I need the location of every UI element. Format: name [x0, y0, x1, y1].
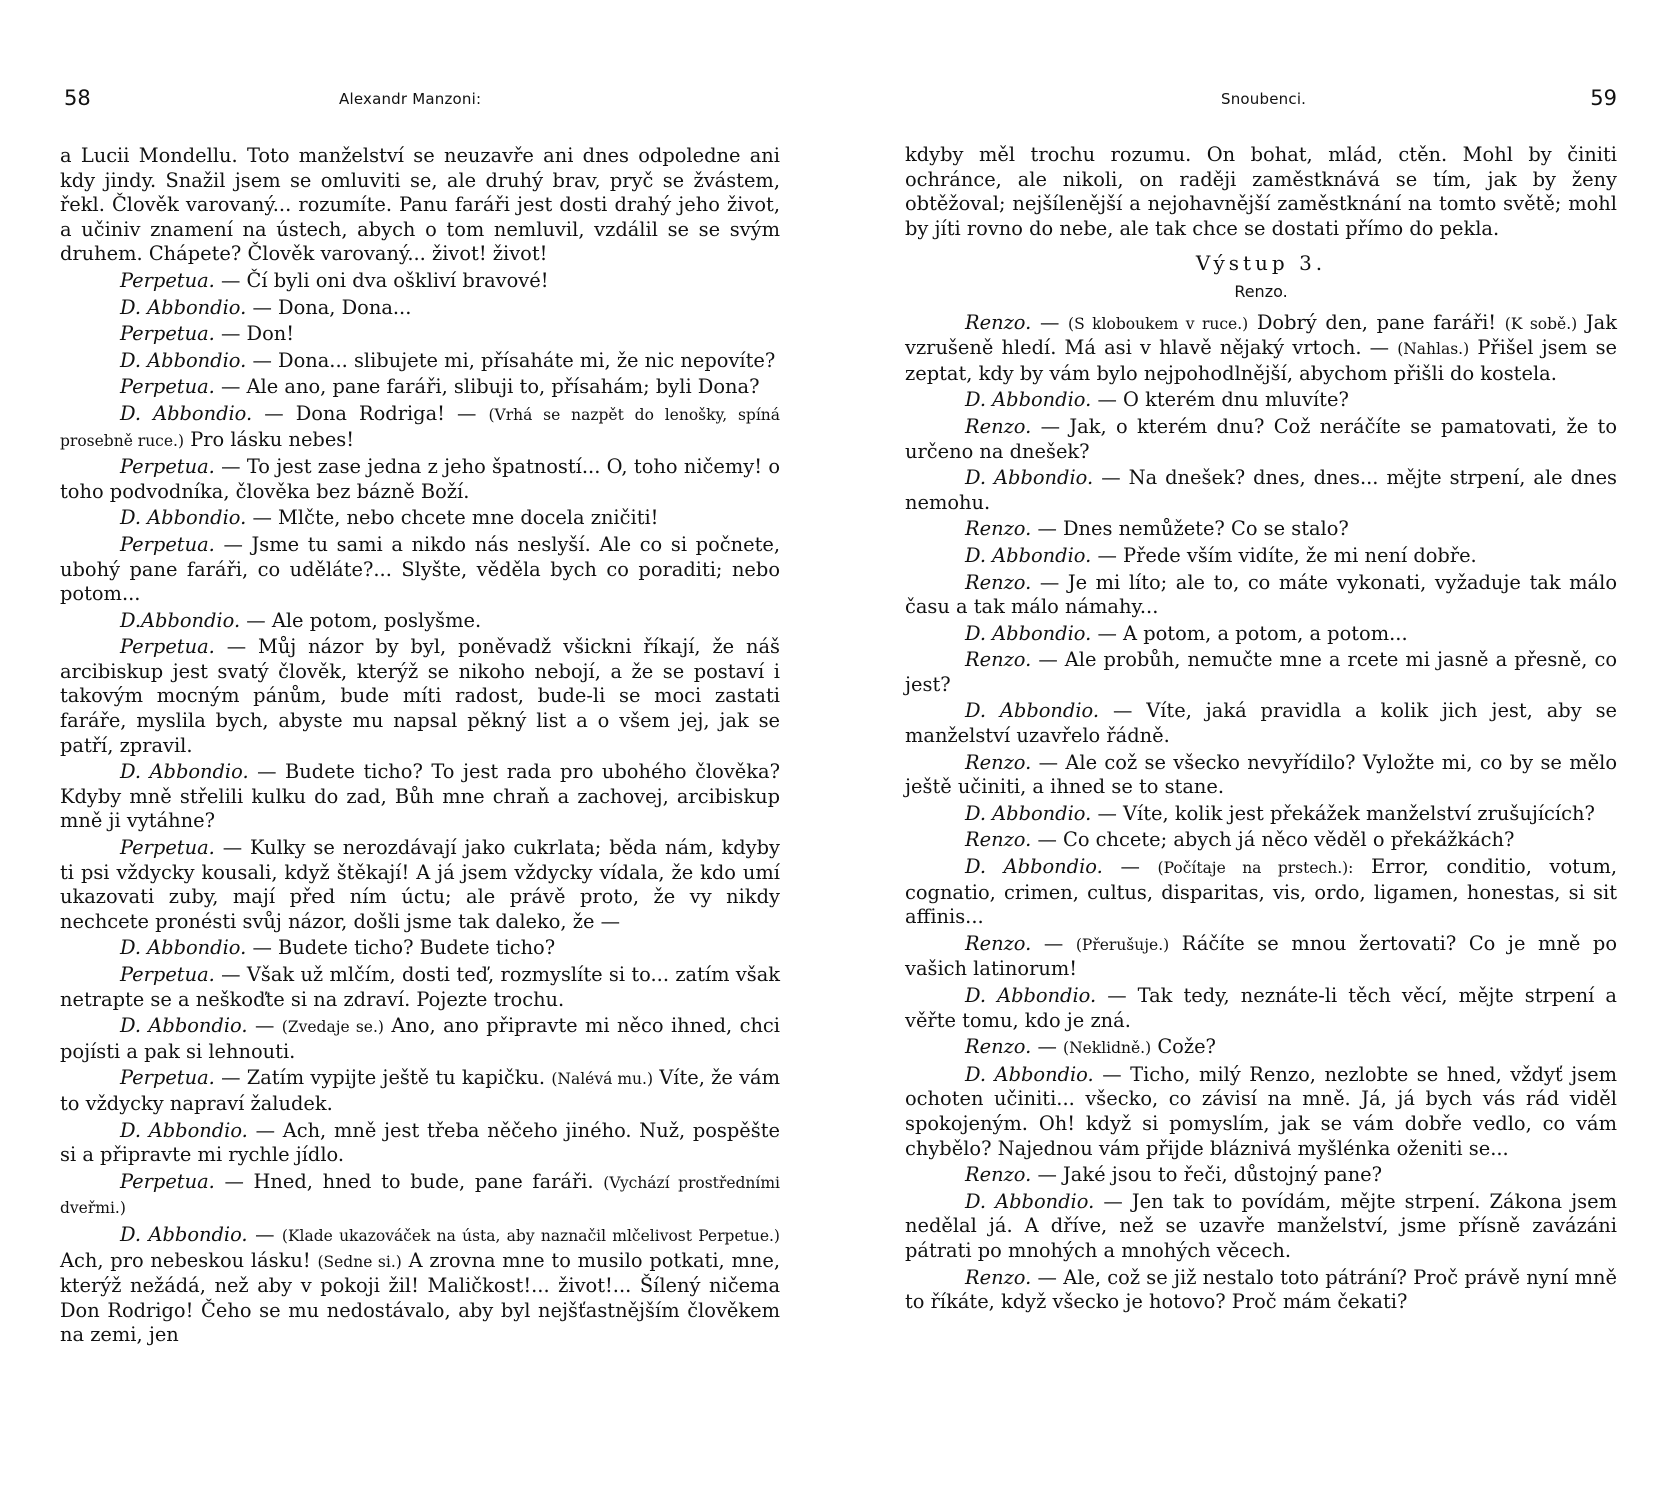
- scene-title: Výstup 3.: [1195, 251, 1327, 276]
- dialogue-text: — Ale probůh, nemučte mne a rcete mi jasně a přesně, co jest?: [905, 648, 1618, 696]
- speaker-name: Renzo.: [965, 310, 1032, 334]
- left-page: [60, 0, 780, 1500]
- speaker-name: D. Abbondio.: [120, 1222, 248, 1246]
- page-number: 59: [1590, 86, 1617, 110]
- dialogue-text: — Hned, hned to bude, pane faráři.: [224, 1169, 594, 1193]
- speaker-name: D. Abbondio.: [965, 466, 1094, 490]
- dialogue-text: —: [1043, 931, 1064, 955]
- dialogue-text: Dobrý den, pane faráři!: [1256, 310, 1497, 334]
- left-page-header: [60, 86, 780, 116]
- dialogue-text: — Budete ticho? To jest rada pro ubohého člověka? Kdyby mně střelili kulku do zad, Bůh mne chraň a zachovej, arcibiskup mně ji vytáhne?: [60, 760, 780, 833]
- stage-direction: (Přerušuje.): [1075, 935, 1170, 954]
- dialogue-text: a Lucii Mondellu. Toto manželství se neuzavře ani dnes odpoledne ani kdy jindy. Snažil jsem se omluviti se, ale druhý brav, pryč se žvástem, řekl. Člověk varovaný... rozumíte. Panu faráři jest dosti drahý jeho život, a učiniv znamení na ústech, abych o tom nemluvil, vzdálil se se svým druhem. Chápete? Člověk varovaný... život! život!: [60, 144, 780, 266]
- dialogue-text: Ráčíte se mnou žertovati? Co je mně po vašich latinorum!: [905, 931, 1618, 981]
- speaker-name: D. Abbondio.: [120, 1014, 248, 1038]
- speaker-name: D. Abbondio.: [120, 506, 247, 530]
- stage-direction: (Nalévá mu.): [551, 1070, 654, 1089]
- dialogue-text: — Ale, což se již nestalo toto pátrání? Proč právě nyní mně to říkáte, když všecko je hotovo? Proč mám čekati?: [905, 1265, 1617, 1314]
- dialogue-text: — To jest zase jedna z jeho špatností... O, toho ničemy! o toho podvodníka, člověka bez bázně Boží.: [60, 455, 780, 503]
- dialogue-paragraph: [60, 936, 780, 961]
- dialogue-paragraph: [905, 311, 1617, 387]
- dialogue-text: — Dnes nemůžete? Co se stalo?: [1037, 517, 1349, 541]
- dialogue-text: — Ale potom, poslyšme.: [246, 608, 482, 632]
- running-head: Alexandr Manzoni:: [339, 90, 482, 108]
- speaker-name: Renzo.: [965, 750, 1032, 774]
- speaker-name: D. Abbondio.: [965, 984, 1097, 1007]
- dialogue-text: — Jsme tu sami a nikdo nás neslyší. Ale co si počnete, ubohý pane faráři, co uděláte?... Slyšte, věděla bych co poraditi; nebo potom...: [60, 532, 780, 606]
- dialogue-text: — Co chcete; abych já něco věděl o překážkách?: [1037, 828, 1515, 852]
- dialogue-text: — Jaké jsou to řeči, důstojný pane?: [1037, 1163, 1383, 1187]
- speaker-name: D. Abbondio.: [965, 855, 1103, 879]
- dialogue-paragraph: [60, 349, 780, 374]
- dialogue-paragraph: [905, 648, 1617, 697]
- speaker-name: D. Abbondio.: [120, 1118, 248, 1142]
- dialogue-text: — Don!: [221, 322, 295, 346]
- dialogue-text: — Jen tak to povídám, mějte strpení. Zákona jsem nedělal já. A dříve, než se uzavře manželství, jsme přísně zavázáni pátrati po mnohých a mnohých věcech.: [905, 1189, 1617, 1262]
- running-head: Snoubenci.: [1221, 90, 1307, 108]
- dialogue-paragraph: [60, 635, 780, 758]
- dialogue-paragraph: [905, 828, 1617, 853]
- dialogue-text: — O kterém dnu mluvíte?: [1097, 388, 1349, 412]
- dialogue-paragraph: [905, 699, 1617, 748]
- dialogue-paragraph: [60, 836, 780, 934]
- dialogue-text: — Víte, jaká pravidla a kolik jich jest, aby se manželství uzavřelo řádně.: [905, 699, 1617, 748]
- dialogue-text: — Můj názor by byl, poněvadž všickni říkají, že náš arcibiskup jest svatý člověk, kterýž se nikoho nebojí, a že se postaví i takovým mocným pánům, bude míti radost, bude-li se moci zastati faráře, myslila bych, abyste mu napsal pěkný list a o všem jej, jak se patří, zpravil.: [60, 635, 780, 757]
- dialogue-paragraph: [60, 609, 780, 634]
- dialogue-paragraph: [60, 144, 780, 267]
- speaker-name: D. Abbondio.: [120, 760, 249, 784]
- speaker-name: Perpetua.: [120, 963, 215, 986]
- dialogue-paragraph: [905, 388, 1617, 413]
- dialogue-paragraph: [60, 760, 780, 834]
- speaker-name: Perpetua.: [120, 1169, 215, 1193]
- stage-direction: (K sobě.): [1504, 314, 1578, 333]
- dialogue-text: Víte, že vám to vždycky napraví žaludek.: [60, 1066, 780, 1115]
- dialogue-text: A zrovna mne to musilo potkati, mne, kterýž nežádá, než aby v pokoji žil! Maličkost!... život!... Šílený ničema Don Rodrigo! Čeho se mu nedostávalo, aby byl nejšťastnějším člověkem na zemi, jen: [60, 1248, 780, 1347]
- dialogue-paragraph: [905, 1190, 1617, 1264]
- left-page-text: [60, 144, 780, 1348]
- speaker-name: D. Abbondio.: [965, 621, 1092, 645]
- speaker-name: Renzo.: [965, 1035, 1032, 1059]
- dialogue-paragraph: [60, 269, 780, 294]
- dialogue-text: Přišel jsem se zeptat, kdy by vám bylo nejpohodlnější, abychom přišli do kostela.: [905, 336, 1618, 385]
- dialogue-text: Jak vzrušeně hledí. Má asi v hlavě nějaký vrtoch. —: [905, 310, 1617, 360]
- dialogue-text: — Tak tedy, neznáte-li těch věcí, mějte strpení a věřte tomu, kdo je zná.: [905, 984, 1617, 1032]
- speaker-name: Renzo.: [965, 570, 1032, 594]
- speaker-name: D. Abbondio.: [965, 699, 1100, 723]
- stage-direction: (Nahlas.): [1397, 340, 1470, 359]
- dialogue-text: kdyby měl trochu rozumu. On bohat, mlád, ctěn. Mohl by činiti ochránce, ale nikoli, on raději zaměstknává se tím, jak by ženy obtěžoval; nejšílenější a nejohavnější zaměstknání na tomto světě; mohl by jíti rovno do nebe, ale tak chce se dostati přímo do pekla.: [905, 143, 1617, 240]
- page-number: 58: [64, 86, 91, 110]
- dialogue-paragraph: [905, 855, 1617, 930]
- right-page-header: [905, 86, 1617, 116]
- speaker-name: D.Abbondio.: [120, 608, 241, 632]
- dialogue-paragraph: [905, 1035, 1617, 1061]
- dialogue-paragraph: [905, 517, 1617, 542]
- dialogue-paragraph: [905, 932, 1617, 982]
- dialogue-text: — A potom, a potom, a potom...: [1097, 621, 1408, 645]
- stage-direction: (Klade ukazováček na ústa, aby naznačil mlčelivost Perpetue.): [281, 1226, 780, 1245]
- right-page-text: [905, 143, 1617, 1315]
- dialogue-text: Cože?: [1157, 1035, 1216, 1059]
- dialogue-paragraph: [905, 1063, 1617, 1161]
- dialogue-paragraph: [905, 466, 1617, 515]
- dialogue-text: Ach, pro nebeskou lásku!: [60, 1248, 311, 1272]
- dialogue-text: — Ale což se všecko nevyřídilo? Vyložte mi, co by se mělo ještě učiniti, a ihned se to stane.: [905, 750, 1617, 799]
- dialogue-paragraph: [905, 143, 1617, 241]
- dialogue-paragraph: [905, 751, 1617, 800]
- dialogue-paragraph: [60, 1119, 780, 1168]
- speaker-name: Perpetua.: [120, 1066, 215, 1090]
- dialogue-paragraph: [905, 984, 1617, 1033]
- scene-cast: Renzo.: [1234, 281, 1288, 301]
- dialogue-text: — Dona... slibujete mi, přísaháte mi, že nic nepovíte?: [252, 348, 776, 372]
- dialogue-paragraph: [60, 1014, 780, 1064]
- stage-direction: (Sedne si.): [317, 1252, 402, 1271]
- speaker-name: Perpetua.: [120, 635, 215, 659]
- speaker-name: Renzo.: [965, 931, 1032, 955]
- dialogue-text: — Mlčte, nebo chcete mne docela zničiti!: [252, 506, 659, 530]
- dialogue-paragraph: [60, 506, 780, 531]
- dialogue-paragraph: [905, 544, 1617, 569]
- speaker-name: D. Abbondio.: [965, 388, 1092, 412]
- speaker-name: Perpetua.: [120, 268, 215, 292]
- stage-direction: (Počítaje na prstech.):: [1157, 859, 1354, 878]
- dialogue-text: — Na dnešek? dnes, dnes... mějte strpení, ale dnes nemohu.: [905, 466, 1617, 514]
- speaker-name: D. Abbondio.: [120, 295, 247, 319]
- stage-direction: (Zvedaje se.): [281, 1018, 384, 1037]
- dialogue-text: — Dona Rodriga! —: [264, 401, 477, 425]
- dialogue-text: — Ach, mně jest třeba něčeho jiného. Nuž, pospěšte si a připravte mi rychle jídlo.: [60, 1118, 780, 1167]
- dialogue-paragraph: [60, 322, 780, 347]
- dialogue-paragraph: [905, 1163, 1617, 1188]
- speaker-name: Renzo.: [965, 648, 1032, 672]
- dialogue-text: — Budete ticho? Budete ticho?: [252, 936, 556, 960]
- stage-direction: (Vrhá se nazpět do lenošky, spíná prosebně ruce.): [60, 405, 781, 450]
- dialogue-paragraph: [905, 802, 1617, 827]
- dialogue-paragraph: [60, 296, 780, 321]
- speaker-name: Perpetua.: [120, 375, 215, 399]
- dialogue-text: — Je mi líto; ale to, co máte vykonati, vyžaduje tak málo času a tak málo námahy...: [905, 570, 1617, 619]
- dialogue-paragraph: [905, 571, 1617, 620]
- dialogue-paragraph: [60, 375, 780, 400]
- stage-direction: (S kloboukem v ruce.): [1068, 314, 1249, 333]
- speaker-name: Perpetua.: [120, 532, 215, 556]
- dialogue-text: — Čí byli oni dva oškliví bravové!: [221, 268, 549, 292]
- dialogue-paragraph: [60, 1223, 780, 1348]
- speaker-name: D. Abbondio.: [120, 936, 247, 960]
- speaker-name: Renzo.: [965, 414, 1032, 438]
- stage-direction: (Vychází prostředními dveřmi.): [60, 1173, 781, 1218]
- dialogue-text: — Zatím vypijte ještě tu kapičku.: [221, 1066, 546, 1090]
- dialogue-text: — Přede vším vidíte, že mi není dobře.: [1097, 543, 1477, 567]
- speaker-name: Renzo.: [965, 1265, 1032, 1289]
- dialogue-paragraph: [60, 963, 780, 1012]
- dialogue-text: —: [1039, 310, 1060, 334]
- speaker-name: D. Abbondio.: [120, 348, 247, 372]
- speaker-name: D. Abbondio.: [965, 801, 1092, 825]
- dialogue-text: —: [254, 1014, 275, 1038]
- dialogue-text: —: [1037, 1035, 1057, 1059]
- right-page: [905, 0, 1617, 1500]
- speaker-name: D. Abbondio.: [965, 1189, 1095, 1213]
- dialogue-text: — Dona, Dona...: [252, 295, 412, 319]
- dialogue-text: Pro lásku nebes!: [190, 427, 355, 451]
- dialogue-paragraph: [60, 533, 780, 607]
- dialogue-text: — Víte, kolik jest překážek manželství zrušujících?: [1097, 801, 1595, 825]
- dialogue-text: Error, conditio, votum, cognatio, crimen, cultus, disparitas, vis, ordo, ligamen, honestas, si sit affinis...: [905, 855, 1617, 929]
- dialogue-text: — Ticho, milý Renzo, nezlobte se hned, vždyť jsem ochoten učiniti... všecko, co závisí na mně. Já, já bych vás rád viděl spokojeným. Oh! když si pomyslím, jak se vám dobře vedlo, co vám chybělo? Najednou vám přijde bláznivá myšlénka oženiti se...: [905, 1062, 1617, 1160]
- dialogue-paragraph: [60, 1170, 780, 1221]
- speaker-name: D. Abbondio.: [120, 401, 253, 425]
- speaker-name: Renzo.: [965, 517, 1032, 541]
- dialogue-paragraph: [905, 415, 1617, 464]
- speaker-name: Renzo.: [965, 1163, 1032, 1187]
- stage-direction: (Neklidně.): [1063, 1039, 1152, 1058]
- dialogue-text: —: [255, 1222, 275, 1246]
- dialogue-paragraph: [60, 455, 780, 504]
- speaker-name: Perpetua.: [120, 322, 215, 346]
- dialogue-paragraph: [905, 1266, 1617, 1315]
- speaker-name: Renzo.: [965, 828, 1032, 852]
- dialogue-text: — Však už mlčím, dosti teď, rozmyslíte si to... zatím však netrapte se a neškoďte si na zdraví. Pojezte trochu.: [60, 963, 781, 1011]
- dialogue-text: —: [1120, 855, 1140, 879]
- dialogue-text: Ano, ano připravte mi něco ihned, chci pojísti a pak si lehnouti.: [60, 1014, 780, 1063]
- dialogue-text: — Jak, o kterém dnu? Což neráčíte se pamatovati, že to určeno na dnešek?: [905, 414, 1617, 463]
- speaker-name: D. Abbondio.: [965, 543, 1092, 567]
- dialogue-paragraph: [60, 1066, 780, 1116]
- dialogue-text: — Ale ano, pane faráři, slibuji to, přísahám; byli Dona?: [221, 375, 760, 399]
- speaker-name: Perpetua.: [120, 455, 215, 479]
- dialogue-paragraph: [60, 402, 780, 453]
- speaker-name: D. Abbondio.: [965, 1062, 1094, 1086]
- dialogue-paragraph: [905, 622, 1617, 647]
- dialogue-text: — Kulky se nerozdávají jako cukrlata; běda nám, kdyby ti psi vždycky kousali, když štěkají! A já jsem vždycky vídala, že kdo umí ukazovati zuby, mají před ním úctu; ale právě proto, že vy nikdy nechcete pronésti svůj názor, došli jsme tak daleko, že —: [60, 836, 780, 933]
- speaker-name: Perpetua.: [120, 836, 215, 860]
